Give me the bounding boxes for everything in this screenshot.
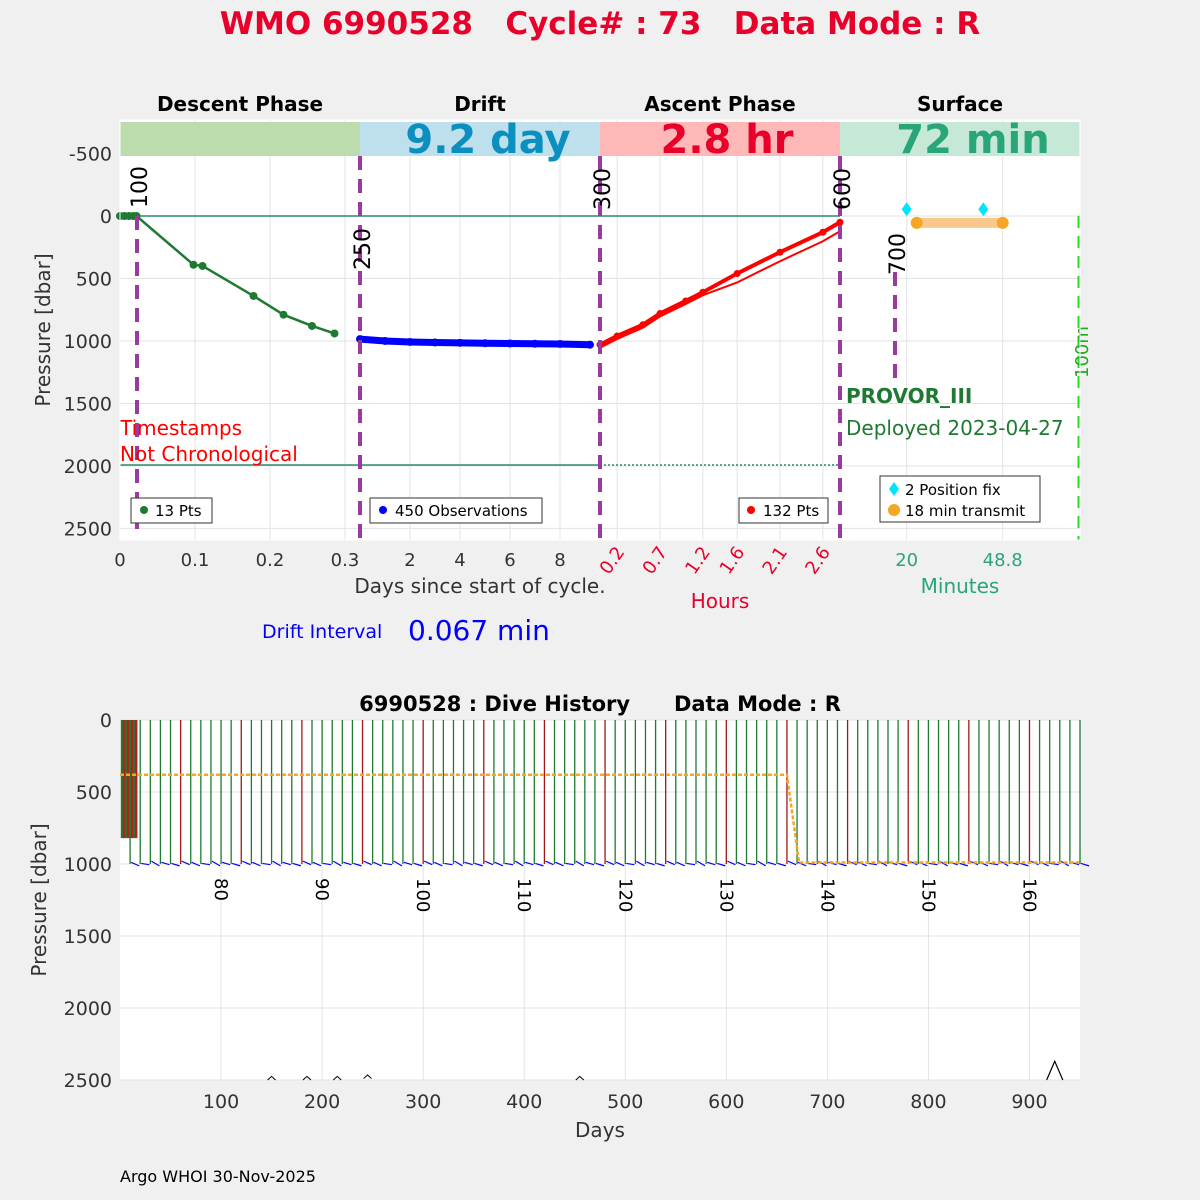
marker-250-label: 250 (351, 228, 376, 270)
marker-300-label: 300 (591, 168, 616, 210)
descent-point (190, 261, 198, 269)
descent-point (280, 311, 288, 319)
marker-100-label: 100 (128, 166, 153, 208)
drift-duration: 9.2 day (405, 117, 571, 163)
descent-phase-bar (120, 122, 360, 156)
legend-ascent-marker (747, 506, 755, 514)
bottom-x-axis-label: Days (575, 1118, 625, 1142)
drift-interval-value: 0.067 min (408, 614, 550, 647)
warning-line-2: Not Chronological (120, 442, 298, 466)
bottom-x-tick-label: 500 (607, 1091, 644, 1113)
legend-drift (370, 498, 542, 523)
bottom-y-tick-label: 500 (75, 782, 112, 804)
top-y-ticks (64, 144, 112, 541)
descent-x-tick-label: 0.2 (255, 550, 285, 571)
descent-phase-title: Descent Phase (156, 92, 324, 116)
ascent-point (639, 321, 646, 328)
bottom-y-tick-label: 1000 (63, 854, 112, 876)
legend-surface (880, 476, 1040, 522)
drift-point (431, 338, 439, 346)
descent-x-tick-label: 0.1 (180, 550, 210, 571)
drift-point (456, 339, 464, 347)
bottom-x-tick-label: 100 (202, 1091, 240, 1113)
bottom-y-axis-label: Pressure [dbar] (27, 823, 51, 977)
drift-x-tick-label: 8 (554, 550, 566, 571)
cycle-number-label: 150 (917, 878, 939, 913)
descent-x-tick-label: 0.3 (330, 550, 360, 571)
bottom-x-tick-label: 800 (910, 1091, 947, 1113)
dive-drift-segment (1081, 863, 1089, 865)
cycle-number-label: 90 (311, 878, 333, 901)
ascent-point (734, 270, 741, 277)
top-y-tick-label: 0 (99, 206, 112, 228)
bottom-y-tick-label: 0 (99, 710, 112, 732)
ascent-duration: 2.8 hr (660, 117, 794, 163)
top-y-tick-label: -500 (68, 143, 112, 166)
bottom-x-ticks (203, 1091, 1048, 1113)
bottom-x-tick-label: 400 (506, 1091, 543, 1113)
cycle-number-label: 120 (614, 878, 636, 913)
drift-point (506, 339, 514, 347)
marker-600-label: 600 (831, 168, 856, 210)
ascent-point (682, 297, 689, 304)
bottom-y-tick-label: 1500 (63, 926, 112, 948)
descent-point (199, 262, 207, 270)
warning-line-1: Timestamps (120, 416, 243, 440)
surface-x-tick-label: 48.8 (982, 550, 1023, 571)
footer-credit: Argo WHOI 30-Nov-2025 (120, 1167, 316, 1186)
ascent-point (777, 249, 784, 256)
transmit-point (911, 217, 923, 229)
drift-point (556, 340, 564, 348)
ascent-point (837, 219, 844, 226)
drift-x-tick-label: 6 (504, 550, 516, 571)
transmit-point (997, 217, 1009, 229)
ascent-point (699, 289, 706, 296)
drift-point (381, 337, 389, 345)
ascent-x-tick-label: 0.7 (638, 542, 673, 579)
top-y-tick-label: 1500 (63, 393, 112, 416)
cycle-number-label: 140 (816, 878, 838, 913)
drift-point (586, 341, 594, 349)
ascent-x-tick-label: 1.2 (681, 542, 715, 579)
descent-point (331, 329, 339, 337)
cycle-number-label: 110 (513, 878, 535, 913)
legend-transmit-marker (888, 504, 900, 516)
bottom-y-tick-label: 2000 (63, 998, 112, 1020)
bottom-x-tick-label: 300 (405, 1091, 442, 1113)
ascent-phase-title: Ascent Phase (644, 92, 796, 116)
top-y-tick-label: 1000 (63, 330, 112, 353)
bottom-x-tick-label: 200 (303, 1091, 341, 1113)
surface-duration: 72 min (896, 117, 1050, 163)
marker-700-label: 700 (886, 233, 911, 275)
ascent-point (657, 310, 664, 317)
top-x-ticks (114, 543, 1022, 579)
cycle-number-label: 80 (210, 878, 232, 901)
hours-axis-label: Hours (690, 589, 750, 613)
ascent-point (614, 332, 621, 339)
ascent-x-tick-label: 1.6 (715, 542, 750, 579)
top-y-tick-label: 2000 (63, 455, 112, 478)
drift-point (406, 338, 414, 346)
legend-descent-label: 13 Pts (155, 502, 202, 520)
descent-point (308, 322, 316, 330)
descent-x-tick-label: 0 (114, 550, 126, 571)
drift-phase-title: Drift (454, 92, 506, 116)
legend-descent-marker (140, 506, 148, 514)
deployment-date: Deployed 2023-04-27 (846, 416, 1064, 440)
bottom-y-ticks (64, 710, 112, 1092)
drift-x-tick-label: 4 (454, 550, 466, 571)
descent-point (250, 292, 258, 300)
top-y-tick-label: 2500 (63, 518, 112, 541)
legend-transmit-label: 18 min transmit (905, 502, 1026, 520)
top-panel (31, 92, 1093, 647)
ascent-x-tick-label: 2.6 (801, 542, 835, 579)
legend-fix-label: 2 Position fix (905, 481, 1001, 499)
cycle-number-label: 130 (715, 878, 737, 913)
ascent-x-tick-label: 2.1 (758, 542, 793, 579)
drift-x-tick-label: 2 (404, 550, 416, 571)
legend-ascent-label: 132 Pts (763, 502, 820, 520)
cycle-number-label: 100 (412, 878, 434, 913)
days-axis-label: Days since start of cycle. (354, 574, 606, 598)
ascent-x-tick-label: 0.2 (595, 542, 630, 579)
top-y-tick-label: 500 (75, 268, 112, 291)
drift-point (531, 340, 539, 348)
figure-title: WMO 6990528 Cycle# : 73 Data Mode : R (219, 6, 981, 42)
legend-descent (131, 498, 212, 523)
cycle-number-label: 160 (1018, 878, 1040, 913)
dive-history-title: 6990528 : Dive History Data Mode : R (359, 692, 841, 716)
drift-point (481, 339, 489, 347)
bottom-x-tick-label: 700 (809, 1091, 846, 1113)
minutes-axis-label: Minutes (920, 574, 1000, 598)
surface-phase-title: Surface (916, 92, 1004, 116)
bottom-y-tick-label: 2500 (63, 1070, 112, 1092)
ascent-point (819, 229, 826, 236)
bottom-x-tick-label: 900 (1011, 1091, 1048, 1113)
legend-drift-label: 450 Observations (395, 502, 528, 520)
bottom-x-tick-label: 600 (708, 1091, 745, 1113)
marker-100m-label: 100m (1072, 326, 1093, 378)
float-type: PROVOR_III (846, 384, 973, 408)
legend-drift-marker (379, 506, 387, 514)
surface-x-tick-label: 20 (895, 550, 919, 571)
legend-ascent (739, 498, 828, 523)
bottom-panel (27, 692, 1089, 1142)
drift-interval-label: Drift Interval (262, 621, 383, 643)
top-y-axis-label: Pressure [dbar] (31, 253, 55, 407)
